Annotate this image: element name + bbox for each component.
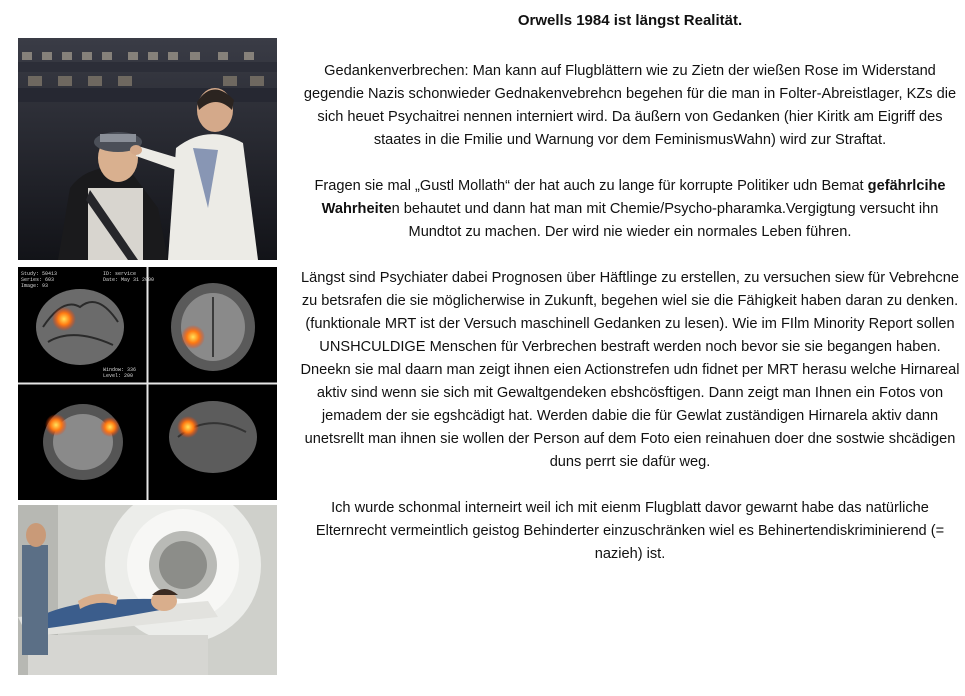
document-body [300, 60, 960, 589]
fmri-brain-scan-grid-icon [18, 267, 277, 500]
paragraph-1: Gedankenverbrechen: Man kann auf Flugblättern wie zu Zietn der wießen Rose im Widerstand gegendie Nazis schonwieder Gednakenvebrehcn begehen für die man in Folter-Abreistlager, KZs die sich heuet Psychaitrei nennen interniert wird. Da äußern von Gedanken (hier Kiritk am Eigriff des staates in die Fmilie und Warnung vor dem FeminismusWahn) wird zur Straftat. [303, 63, 957, 148]
lecture-hall-photo [18, 38, 277, 260]
scan-label-id: ID: service [103, 271, 137, 277]
scan-label-series: Series: 603 [21, 277, 55, 283]
lecture-hall-head-device-photo-icon [18, 38, 277, 260]
scan-label-image: Image: 93 [21, 283, 49, 289]
paragraph-2 [300, 175, 960, 244]
scan-label-study: Study: 50413 [21, 271, 58, 277]
paragraph-2-after: n behautet und dann hat man mit Chemie/Psycho-pharamka.Vergigtung versucht ihn Mundtot zu machen. Der wird nie wieder ein normales Leben führen. [391, 201, 939, 240]
paragraph-3: Längst sind Psychiater dabei Prognosen über Häftlinge zu erstellen, zu versuchen siew für Vebrehcne zu betsrafen die sie möglicherwise in Zukunft, begehen wiel sie die Fähigkeit haben daran zu denken. (funktionale MRT ist der Versuch maschinell Gedanken zu lesen). Wie im FIlm Minority Report sollen UNSHCULDIGE Menschen für Verbrechen bestraft werden noch bevor sie sie begangen haben. Dneekn sie mal daarn man zeigt ihnen eien Actionstrefen udn fidnet per MRT herasu welche Hirnareal aktiv sind wenn sie sich mit Gewaltgendeken ebshcösftigen. Dann zeigt man Ihnen ein Fotos von jemadem der sie egshcädigt hat. Werden dabie die für Gewlat zuständigen Hirnarela aktiv dann unetsrellt man ihnen sie wollen der Person auf dem Foto eien reinahuen doer dne sostwie shcädigen duns perrt sie dafür weg. [300, 270, 960, 470]
mri-scanner-patient-photo-icon [18, 505, 277, 675]
scan-label-window: Window: 336 [103, 367, 137, 373]
paragraph-2-bold: gefährlcihe Wahrheite [321, 178, 946, 217]
fmri-brain-scans [18, 267, 277, 500]
mri-scanner-photo [18, 505, 277, 675]
scan-label-date: Date: May 31 2000 [103, 277, 155, 283]
paragraph-2-before: Fragen sie mal „Gustl Mollath“ der hat auch zu lange für korrupte Politiker udn Bemat [314, 178, 868, 194]
document-title: Orwells 1984 ist längst Realität. [517, 12, 743, 29]
scan-label-level: Level: 200 [103, 373, 134, 379]
paragraph-4: Ich wurde schonmal interneirt weil ich mit eienm Flugblatt davor gewarnt habe das natürliche Elternrecht vermeintlich geistog Behinderter einzuschränken wiel es Behinertendiskriminierend (= nazieh) ist. [315, 500, 945, 562]
